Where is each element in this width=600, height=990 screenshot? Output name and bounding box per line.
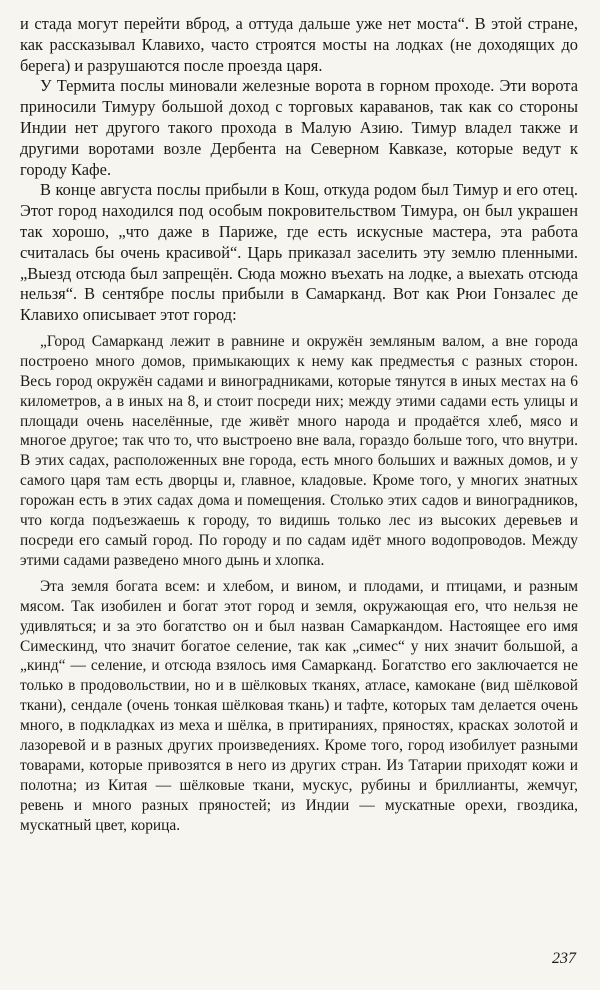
paragraph-continued: и стада могут перейти вброд, а оттуда дальше уже нет моста“. В этой стране, как рассказывал Клавихо, часто строятся мосты на лодках (не доходящих до берега) и разрушаются после проезда царя. bbox=[20, 14, 578, 75]
quote-samarkand-wealth: Эта земля богата всем: и хлебом, и вином, и плодами, и птицами, и разным мясом. Так изобилен и богат этот город и земля, окружающая его, что нельзя не удивляться; и за это богатство он и был назван Самаркандом. Настоящее его имя Симескинд, что значит богатое селение, так как „симес“ у них значит большой, а „кинд“ — селение, и отсюда взялось имя Самарканд. Богатство его заключается не только в продовольствии, но и в шёлковых тканях, атласе, камокане (вид шёлковой ткани), сендале (очень тонкая шёлковая ткань) и тафте, которых там делается очень много, в подкладках из меха и шёлка, в притираниях, пряностях, красках золотой и лазоревой и в разных других произведениях. Кроме того, город изобилует разными товарами, которые привозятся в него из других стран. Из Татарии приходят кожи и полотна; из Китая — шёлковые ткани, мускус, рубины и бриллианты, жемчуг, ревень и много разных пряностей; из Индии — мускатные орехи, гвоздика, мускатный цвет, корица. bbox=[20, 577, 578, 834]
page-number: 237 bbox=[552, 950, 576, 967]
paragraph-termit: У Термита послы миновали железные ворота в горном проходе. Эти ворота приносили Тимуру большой доход с торговых караванов, так как со стороны Индии нет другого такого прохода в Малую Азию. Тимур владел также и другими воротами возле Дербента на Северном Кавказе, которые ведут к городу Кафе. bbox=[20, 76, 578, 179]
quote-samarkand-gardens: „Город Самарканд лежит в равнине и окружён земляным валом, а вне города построено много домов, примыкающих к нему как предместья с разных сторон. Весь город окружён садами и виноградниками, которые тянутся в иных местах на 6 километров, а в иных на 8, и стоит посреди них; между этими садами есть улицы и площади очень населённые, где живёт много народа и продаётся хлеб, мясо и многое другое; так что то, что выстроено вне вала, гораздо больше того, что внутри. В этих садах, расположенных вне города, есть много больших и важных домов, и у самого царя там есть дворцы и, главное, кладовые. Кроме того, у многих знатных горожан есть в этих садах дома и помещения. Столько этих садов и виноградников, что когда подъезжаешь к городу, то видишь только лес из высоких деревьев и посреди его самый город. По городу и по садам идёт много водопроводов. Между этими садами разведено много дынь и хлопка. bbox=[20, 332, 578, 569]
paragraph-kosh: В конце августа послы прибыли в Кош, откуда родом был Тимур и его отец. Этот город находился под особым покровительством Тимура, он был украшен так хорошо, „что даже в Париже, где есть искусные мастера, эта работа считалась бы очень красивой“. Царь приказал заселить эту землю пленными. „Выезд отсюда был запрещён. Сюда можно въехать на лодке, а выехать отсюда нельзя“. В сентябре послы прибыли в Самарканд. Вот как Рюи Гонзалес де Клавихо описывает этот город: bbox=[20, 180, 578, 325]
